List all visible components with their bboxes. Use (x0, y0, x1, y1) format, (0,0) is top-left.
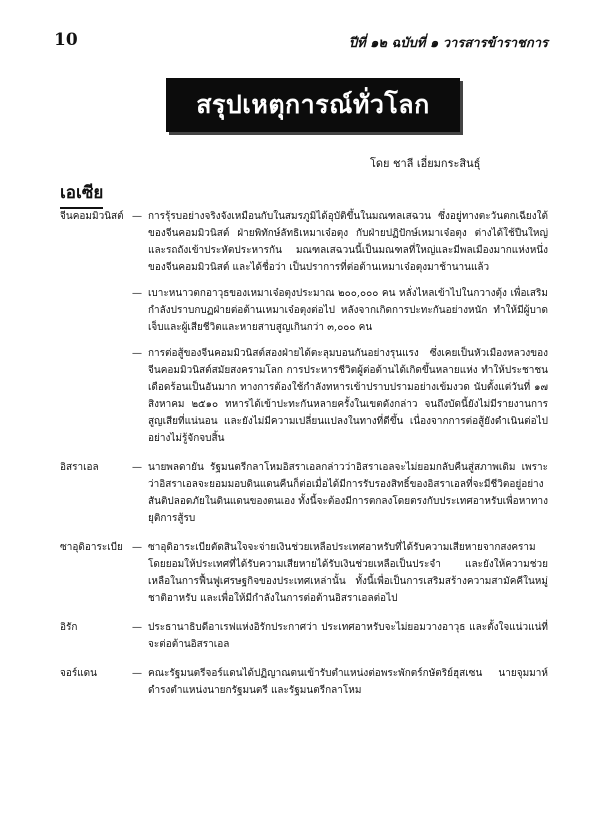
entry-label: จอร์แดน (60, 668, 98, 679)
entry-paragraph: — การต่อสู้ของจีนคอมมิวนิสต์สองฝ่ายได้ตะลุมบอนกันอย่างรุนแรง ซึ่งเคยเป็นหัวเมืองหลวงของจีนคอมมิวนิสต์สมัยสงครามโลก การประหารชีวิตผู้ต่อต้านได้เกิดขึ้นหลายแห่ง ทำให้ประชาชนเดือดร้อนเป็นอันมาก ทางการต้องใช้กำลังทหารเข้าปราบปรามอย่างเข้มงวด นับตั้งแต่วันที่ ๑๗ สิงหาคม ๒๕๑๐ ทหารได้เข้าปะทะกันหลายครั้งในเขตดังกล่าว จนถึงบัดนี้ยังไม่มีรายงานการสูญเสียที่แน่นอน และยังไม่มีความเปลี่ยนแปลงในทางที่ดีขึ้น เนื่องจากการต่อสู้ยังดำเนินต่อไปอย่างไม่รู้จักจบสิ้น (132, 345, 548, 447)
entry-paragraph: — เบาะหนาวตกอาวุธของเหมาเจ๋อตุงประมาณ ๒๐๐,๐๐๐ คน หลั่งไหลเข้าไปในกวางตุ้ง เพื่อเสริมกำลังปราบกบฏฝ่ายต่อต้านเหมาเจ๋อตุงต่อไป หลังจากเกิดการปะทะกันอย่างหนัก ทำให้มีผู้บาดเจ็บและผู้เสียชีวิตและหายสาบสูญเกินกว่า ๓,๐๐๐ คน (132, 285, 548, 336)
news-entry (60, 459, 548, 527)
news-entry (60, 539, 548, 607)
entry-label: ซาอุดิอาระเบีย (60, 542, 123, 553)
entry-paragraph: — ซาอุดิอาระเบียตัดสินใจจะจ่ายเงินช่วยเหลือประเทศอาหรับที่ได้รับความเสียหายจากสงคราม โดยยอมให้ประเทศที่ได้รับความเสียหายได้รับเงินช่วยเหลือเป็นประจำ และยังให้ความช่วยเหลือในการฟื้นฟูเศรษฐกิจของประเทศเหล่านั้น ทั้งนี้เพื่อเป็นการเสริมสร้างความสามัคคีในหมู่ชาติอาหรับ และเพื่อให้มีกำลังในการต่อต้านอิสราเอลต่อไป (132, 539, 548, 607)
entry-paragraph: — ประธานาธิบดีอาเรฟแห่งอิรักประกาศว่า ประเทศอาหรับจะไม่ยอมวางอาวุธ และตั้งใจแน่วแน่ที่จะต่อต้านอิสราเอล (132, 619, 548, 653)
byline: โดย ชาลี เอี่ยมกระสินธุ์ (370, 157, 481, 170)
entries (60, 208, 548, 711)
entry-label: จีนคอมมิวนิสต์ (60, 211, 124, 222)
entry-paragraph: — นายพลดายัน รัฐมนตรีกลาโหมอิสราเอลกล่าวว่าอิสราเอลจะไม่ยอมกลับคืนสู่สภาพเดิม เพราะว่าอิสราเอลจะยอมมอบดินแดนคืนก็ต่อเมื่อได้มีการรับรองสิทธิ์ของอิสราเอลที่จะมีชีวิตอยู่อย่างสันติปลอดภัยในดินแดนของตนเอง ทั้งนี้จะต้องมีการตกลงโดยตรงกับประเทศอาหรับเพื่อหาทางยุติการสู้รบ (132, 459, 548, 527)
entry-paragraph: — การรุ้รบอย่างจริงจังเหมือนกับในสมรภูมิได้อุบัติขึ้นในมณฑลเสฉวน ซึ่งอยู่ทางตะวันตกเฉียงใต้ของจีนคอมมิวนิสต์ ฝ่ายพิทักษ์ลัทธิเหมาเจ๋อตุง กับฝ่ายปฏิปักษ์เหมาเจ๋อตุง ต่างได้ใช้ปืนใหญ่และรถถังเข้าประหัตประหารกัน มณฑลเสฉวนนี้เป็นมณฑลที่ใหญ่และมีพลเมืองมากแห่งหนึ่งของจีนคอมมิวนิสต์ และได้ชื่อว่า เป็นปราการที่ต่อต้านเหมาเจ๋อตุงมาช้านานแล้ว (132, 208, 548, 276)
page-number: 10 (54, 30, 78, 50)
title-banner (166, 78, 460, 132)
entry-label: อิสราเอล (60, 462, 99, 473)
entry-paragraph: — คณะรัฐมนตรีจอร์แดนได้ปฏิญาณตนเข้ารับตำแหน่งต่อพระพักตร์กษัตริย์ฮุสเซน นายจุมมาห์ ดำรงตำแหน่งนายกรัฐมนตรี และรัฐมนตรีกลาโหม (132, 665, 548, 699)
news-entry (60, 208, 548, 447)
news-entry (60, 665, 548, 699)
page-title: สรุปเหตุการณ์ทั่วโลก (196, 90, 430, 119)
running-head: ปีที่ ๑๒ ฉบับที่ ๑ วารสารข้าราชการ (348, 36, 548, 51)
news-entry (60, 619, 548, 653)
section-heading: เอเซีย (60, 179, 103, 209)
entry-label: อิรัก (60, 622, 78, 633)
